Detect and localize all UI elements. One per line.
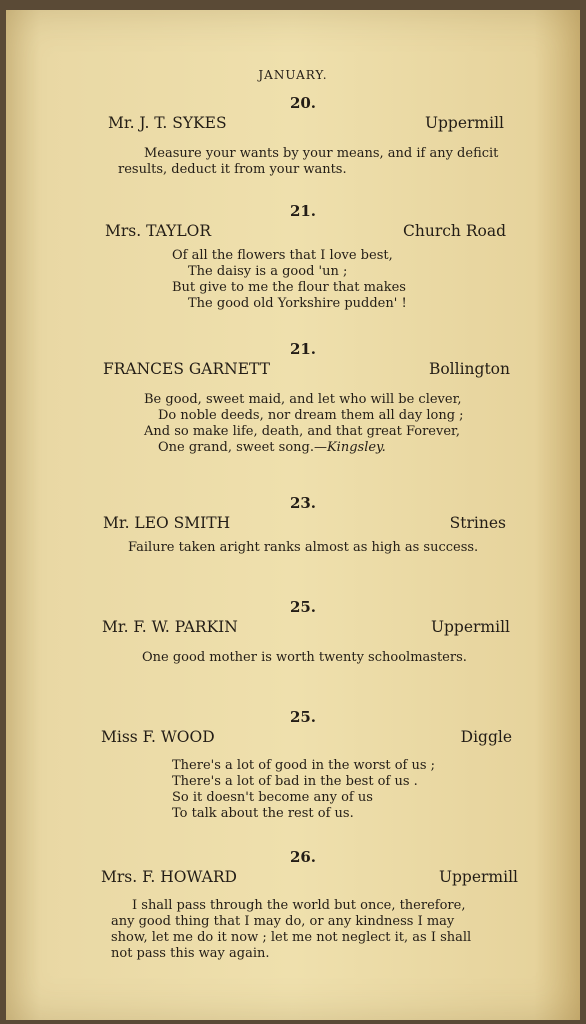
verse-line: Of all the flowers that I love best, [172, 248, 393, 263]
entry-name: Mr. J. T. SYKES [108, 114, 227, 132]
verse-line: There's a lot of good in the worst of us ; [172, 758, 436, 773]
entry [6, 848, 580, 962]
entry [6, 708, 580, 822]
verse-line: not pass this way again. [111, 946, 270, 961]
entry-place: Church Road [403, 222, 506, 240]
entry-day: 25. [289, 708, 317, 726]
entry-place: Uppermill [430, 618, 510, 636]
entry-name: Mrs. F. HOWARD [101, 868, 237, 886]
entry-place: Diggle [460, 728, 512, 746]
verse-line: results, deduct it from your wants. [118, 162, 347, 177]
verse-line: Failure taken aright ranks almost as high as success. [128, 540, 479, 555]
verse-line: To talk about the rest of us. [172, 806, 354, 821]
entry-name: FRANCES GARNETT [103, 360, 270, 378]
entry [6, 598, 580, 666]
verse-line: But give to me the flour that makes [172, 280, 406, 295]
verse-line: Do noble deeds, nor dream them all day long ; [158, 408, 464, 423]
entry-day: 21. [289, 202, 317, 220]
verse-line: And so make life, death, and that great Forever, [144, 424, 460, 439]
entry-day: 23. [289, 494, 317, 512]
verse-line: One good mother is worth twenty schoolmasters. [142, 650, 467, 665]
entry-name: Mr. F. W. PARKIN [102, 618, 238, 636]
entry-place: Strines [449, 514, 506, 532]
book-page [6, 10, 580, 1020]
entry-day: 21. [289, 340, 317, 358]
verse-line: There's a lot of bad in the best of us . [172, 774, 418, 789]
entry-day: 26. [289, 848, 317, 866]
entry-name: Mr. LEO SMITH [103, 514, 231, 532]
verse-line: show, let me do it now ; let me not neglect it, as I shall [111, 930, 472, 945]
entry-day: 20. [289, 94, 317, 112]
entry-place: Bollington [428, 360, 510, 378]
entry [6, 202, 580, 312]
verse-line: I shall pass through the world but once, therefore, [132, 898, 466, 913]
verse-line: So it doesn't become any of us [172, 790, 373, 805]
verse-line [158, 440, 580, 456]
entry-place: Uppermill [438, 868, 518, 886]
entry-day: 25. [289, 598, 317, 616]
entry [6, 494, 580, 556]
entry [6, 94, 580, 178]
month-heading: JANUARY. [258, 68, 328, 82]
attribution: Kingsley. [326, 440, 386, 455]
entry [6, 340, 580, 456]
verse-line: Be good, sweet maid, and let who will be clever, [144, 392, 462, 407]
verse-line: any good thing that I may do, or any kindness I may [111, 914, 455, 929]
verse-line: Measure your wants by your means, and if any deficit [144, 146, 499, 161]
verse-line: The daisy is a good 'un ; [188, 264, 348, 279]
entry-name: Miss F. WOOD [101, 728, 215, 746]
verse-text: One grand, sweet song.— [158, 440, 327, 455]
entry-name: Mrs. TAYLOR [105, 222, 212, 240]
entry-place: Uppermill [424, 114, 504, 132]
verse-line: The good old Yorkshire pudden' ! [188, 296, 407, 311]
